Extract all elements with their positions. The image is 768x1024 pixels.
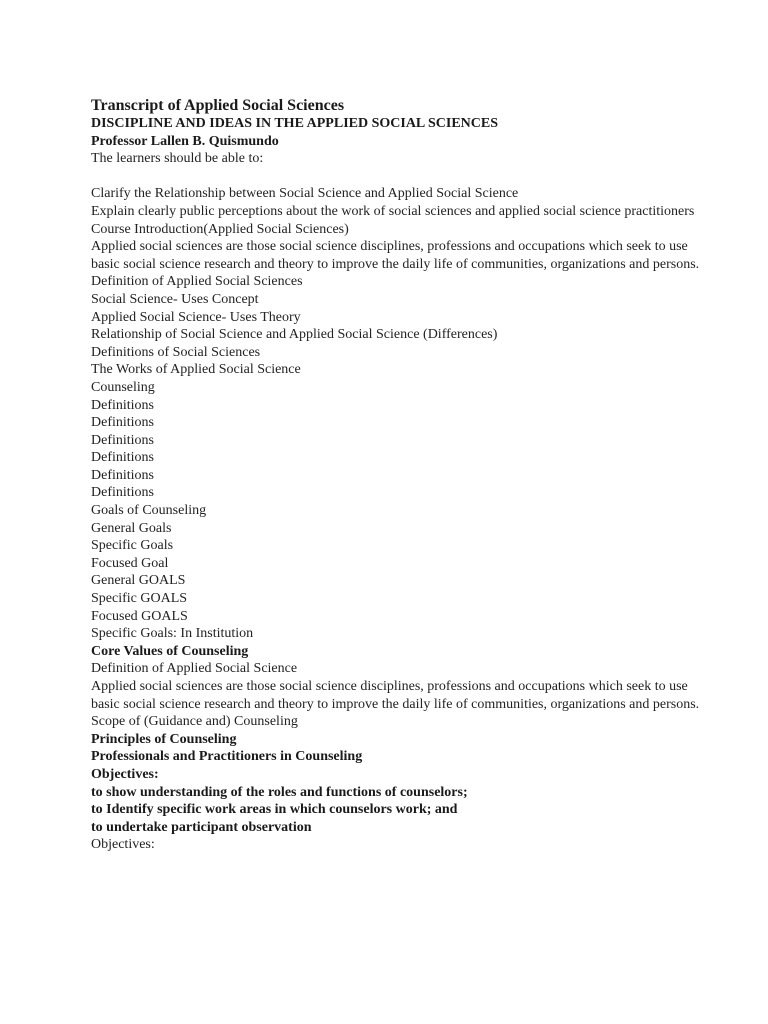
document-line: to Identify specific work areas in which counselors work; and bbox=[91, 802, 458, 818]
document-line: Specific Goals bbox=[91, 538, 174, 554]
document-line: Relationship of Social Science and Applied Social Science (Differences) bbox=[91, 327, 498, 343]
document-line: General GOALS bbox=[91, 573, 186, 589]
document-author: Professor Lallen B. Quismundo bbox=[91, 133, 279, 149]
document-subtitle: DISCIPLINE AND IDEAS IN THE APPLIED SOCIAL SCIENCES bbox=[91, 116, 499, 131]
document-line: Objectives: bbox=[91, 766, 159, 782]
document-line: Objectives: bbox=[91, 837, 155, 853]
document-line: Applied social sciences are those social science disciplines, professions and occupations which seek to use basic social science research and theory to improve the daily life of communities, organizations and persons. bbox=[91, 239, 700, 272]
document-line: General Goals bbox=[91, 520, 172, 536]
document-lines bbox=[91, 168, 711, 854]
document-line: Definitions bbox=[91, 485, 154, 501]
document-body bbox=[91, 96, 711, 854]
document-intro: The learners should be able to: bbox=[91, 151, 264, 167]
document-line: Specific GOALS bbox=[91, 591, 188, 607]
document-line: Scope of (Guidance and) Counseling bbox=[91, 714, 298, 730]
document-line: Explain clearly public perceptions about the work of social sciences and applied social science practitioners bbox=[91, 203, 695, 219]
document-line: Definition of Applied Social Science bbox=[91, 661, 298, 677]
document-line: Social Science- Uses Concept bbox=[91, 291, 259, 307]
document-line: Definitions of Social Sciences bbox=[91, 344, 261, 360]
document-line: The Works of Applied Social Science bbox=[91, 362, 301, 378]
document-line: Definitions bbox=[91, 397, 154, 413]
document-line: Definition of Applied Social Sciences bbox=[91, 274, 303, 290]
document-line: Counseling bbox=[91, 379, 155, 395]
document-line: to undertake participant observation bbox=[91, 819, 312, 835]
document-line: Goals of Counseling bbox=[91, 503, 207, 519]
document-line: Definitions bbox=[91, 432, 154, 448]
document-line: Focused GOALS bbox=[91, 608, 188, 624]
document-line: Applied Social Science- Uses Theory bbox=[91, 309, 301, 325]
document-line: Focused Goal bbox=[91, 555, 169, 571]
document-line: Definitions bbox=[91, 467, 154, 483]
document-line: to show understanding of the roles and functions of counselors; bbox=[91, 784, 468, 800]
blank-line bbox=[91, 168, 711, 186]
document-line: Definitions bbox=[91, 415, 154, 431]
document-line: Core Values of Counseling bbox=[91, 643, 249, 659]
document-line: Principles of Counseling bbox=[91, 731, 237, 747]
document-line: Specific Goals: In Institution bbox=[91, 626, 254, 642]
document-line: Course Introduction(Applied Social Sciences) bbox=[91, 221, 349, 237]
document-line: Applied social sciences are those social science disciplines, professions and occupations which seek to use basic social science research and theory to improve the daily life of communities, organizations and persons. bbox=[91, 679, 700, 712]
document-line: Clarify the Relationship between Social Science and Applied Social Science bbox=[91, 186, 519, 202]
document-line: Definitions bbox=[91, 450, 154, 466]
document-title: Transcript of Applied Social Sciences bbox=[91, 97, 345, 114]
document-line: Professionals and Practitioners in Counseling bbox=[91, 749, 363, 765]
